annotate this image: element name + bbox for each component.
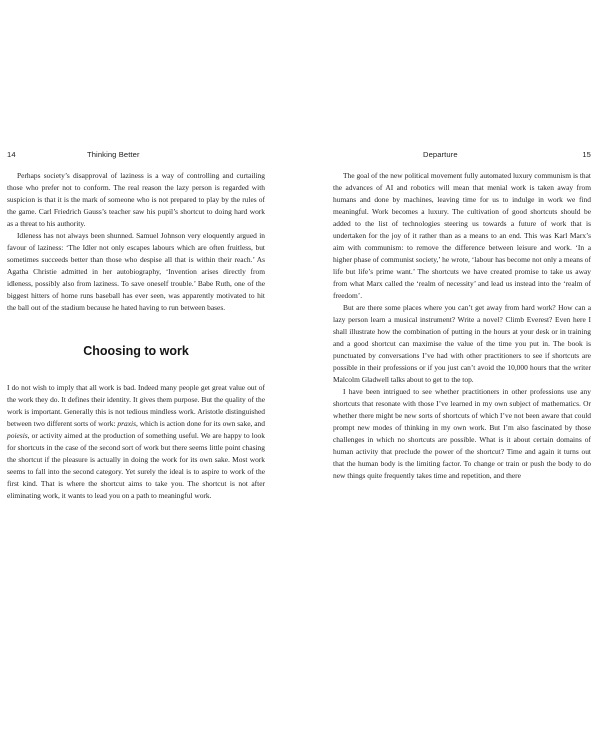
right-running-head [333,150,591,162]
page-number: 15 [582,150,591,159]
italic-term: poiesis [7,431,28,440]
paragraph: But are there some places where you can’t get away from hard work? How can a lazy person learn a musical instrument? Write a novel? Climb Everest? Even here I shall illustrate how the combination of putting in the hours at your desk or in training and a good shortcut can maximise the value of the time you put in. The book is punctuated by conversations I’ve had with other practitioners to see if shortcuts are possible in their professions or if you just can’t avoid the 10,000 hours that the writer Malcolm Gladwell talks about to get to the top. [333,303,591,384]
paragraph: Perhaps society’s disapproval of laziness is a way of controlling and curtailing those who prefer not to conform. The real reason the lazy person is regarded with suspicion is that it is the mark of someone who is not prepared to play by the rules of the game. Carl Friedrich Gauss’s teacher saw his pupil’s shortcut to doing hard work as a threat to his authority. [7,171,265,228]
text-run: , which is action done for its own sake, and [135,419,265,428]
right-page-text [333,170,591,482]
text-run: I do not wish to imply that all work is bad. Indeed many people get great value out of the work they do. It defines their identity. It gives them purpose. But the quality of the work is important. Generally this is not tedious mindless work. Aristotle distinguished between two different sorts of work: [7,383,265,428]
right-page [333,150,591,482]
page-number: 14 [7,150,16,159]
left-page [7,150,265,502]
running-title: Thinking Better [87,150,140,159]
text-run: , or activity aimed at the production of something useful. We are happy to look for shortcuts in the case of the second sort of work but there seems little point chasing the shortcut if the pleasure is actually in doing the work for its own sake. Most work seems to fall into the second category. Yet surely the ideal is to aspire to work of the first kind. That is where the shortcut aims to take you. The shortcut is not after eliminating work, it wants to lead you on a path to meaningful work. [7,431,265,500]
paragraph: Idleness has not always been shunned. Samuel Johnson very eloquently argued in favour of laziness: ‘The Idler not only escapes labours which are often fruitless, but sometimes succeeds better than those who despise all that is within their reach.’ As Agatha Christie admitted in her autobiography, ‘Invention arises directly from idleness, possibly also from laziness. To save oneself trouble.’ Babe Ruth, one of the biggest hitters of home runs baseball has ever seen, was apparently motivated to hit the ball out of the stadium because he hated having to run between bases. [7,231,265,312]
running-title: Departure [423,150,458,159]
left-running-head [7,150,265,162]
paragraph [7,382,265,502]
paragraph: The goal of the new political movement fully automated luxury communism is that the advances of AI and robotics will mean that menial work is taken away from humans and done by machines, leaving time for us to indulge in work we find meaningful. Work becomes a luxury. The cultivation of good shortcuts should be added to the list of technologies steering us towards a future of work that is undertaken for the joy of it rather than as a means to an end. This was Karl Marx’s aim with communism: to remove the difference between leisure and work. ‘In a higher phase of communist society,’ he wrote, ‘labour has become not only a means of life but life’s prime want.’ The shortcuts we have created promise to take us away from what Marx called the ‘realm of necessity’ and lead us instead into the ‘realm of freedom’. [333,171,591,300]
left-page-text [7,170,265,502]
paragraph: I have been intrigued to see whether practitioners in other professions use any shortcuts that resonate with those I’ve learned in my own subject of mathematics. Or whether there might be new sorts of shortcuts of which I’ve not been aware that could prompt new modes of thinking in my own work. But I’m also fascinated by those challenges in which no shortcuts are possible. What is it about certain domains of human activity that preclude the power of the shortcut? Time and again it turns out that the human body is the limiting factor. To change or train or push the body to do new things quite frequently takes time and repetition, and there [333,387,591,480]
section-heading: Choosing to work [83,344,189,358]
italic-term: praxis [117,419,136,428]
